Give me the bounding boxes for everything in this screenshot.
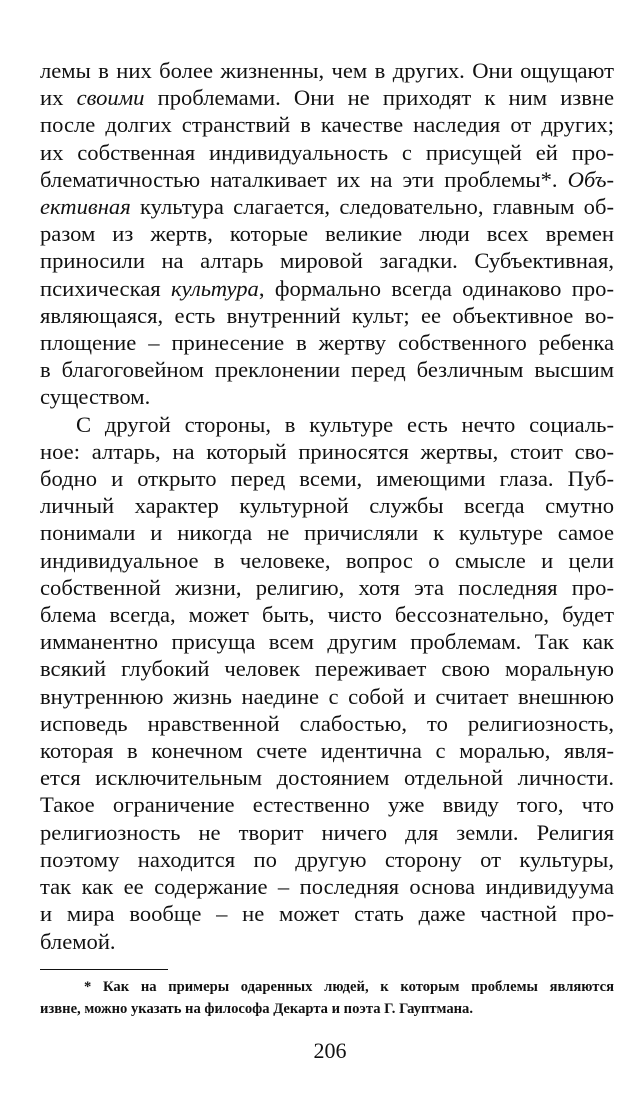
paragraph-1: [40, 57, 614, 411]
text-line: личный характер культурной службы всегда смутно: [40, 493, 614, 519]
text-line: [40, 166, 614, 193]
text-line: которая в конечном счете идентична с моралью, явля-: [40, 738, 614, 764]
paragraph-2: [40, 411, 614, 955]
text-line: [40, 84, 614, 111]
text-line: [40, 275, 614, 302]
text-line: [40, 193, 614, 220]
text-line: ется исключительным достоянием отдельной личности.: [40, 765, 614, 791]
text-line: лемы в них более жизненны, чем в других. Они ощущают: [40, 58, 614, 83]
text-line: после долгих странствий в качестве наследия от других;: [40, 112, 614, 138]
text-line: и мира вообще – не может стать даже частной про-: [40, 901, 614, 927]
text-span: блематичностью наталкивает их на эти проблемы*.: [40, 166, 568, 192]
text-span: , формально всегда одинаково про-: [258, 275, 614, 301]
text-span: культура слагается, следовательно, главным об-: [130, 194, 614, 220]
text-line: бодно и открыто перед всеми, имеющими глаза. Пуб-: [40, 466, 614, 492]
main-text: [40, 57, 614, 955]
text-line: всякий глубокий человек переживает свою моральную: [40, 656, 614, 682]
text-line: в благоговейном преклонении перед безличным высшим: [40, 357, 614, 383]
text-line: их собственная индивидуальность с присущей ей про-: [40, 139, 614, 165]
text-line: религиозность не творит ничего для земли. Религия: [40, 819, 614, 845]
emphasis: ективная: [40, 194, 131, 220]
emphasis: своими: [76, 85, 145, 111]
text-line: имманентно присуща всем другим проблемам. Так как: [40, 629, 614, 655]
text-line: площение – принесение в жертву собственного ребенка: [40, 330, 614, 356]
text-line: индивидуальное в человеке, вопрос о смысле и цели: [40, 547, 614, 573]
page-number: 206: [313, 1038, 347, 1063]
text-line: С другой стороны, в культуре есть нечто социаль-: [76, 411, 614, 437]
text-line: понимали и никогда не причисляли к культуре самое: [40, 520, 614, 546]
text-span: проблемами. Они не приходят к ним извне: [144, 85, 614, 111]
text-line: внутреннюю жизнь наедине с собой и считает внешнюю: [40, 683, 614, 709]
text-span: их: [40, 85, 77, 111]
text-line: являющаяся, есть внутренний культ; ее объективное во-: [40, 302, 614, 328]
footnote-divider: [40, 969, 168, 970]
text-line: блемой.: [40, 928, 116, 954]
text-line: собственной жизни, религию, хотя эта последняя про-: [40, 574, 614, 600]
text-line: приносили на алтарь мировой загадки. Субъективная,: [40, 248, 614, 274]
emphasis: Объ-: [567, 166, 614, 192]
text-line: так как ее содержание – последняя основа индивидуума: [40, 874, 614, 900]
footnote-line: * Как на примеры одаренных людей, к которым проблемы являются: [84, 979, 614, 995]
text-line: существом.: [40, 384, 151, 410]
text-line: поэтому находится по другую сторону от культуры,: [40, 846, 614, 872]
footnote: [40, 977, 614, 1020]
text-line: исповедь нравственной слабостью, то религиозность,: [40, 710, 614, 736]
text-span: психическая: [40, 275, 171, 301]
emphasis: культура: [170, 275, 259, 301]
text-line: блема всегда, может быть, чисто бессознательно, будет: [40, 602, 614, 628]
text-line: разом из жертв, которые великие люди всех времен: [40, 221, 614, 247]
text-line: Такое ограничение естественно уже ввиду того, что: [40, 792, 614, 818]
text-line: ное: алтарь, на который приносятся жертвы, стоит сво-: [40, 438, 614, 464]
footnote-line: извне, можно указать на философа Декарта и поэта Г. Гауптмана.: [40, 1000, 474, 1017]
